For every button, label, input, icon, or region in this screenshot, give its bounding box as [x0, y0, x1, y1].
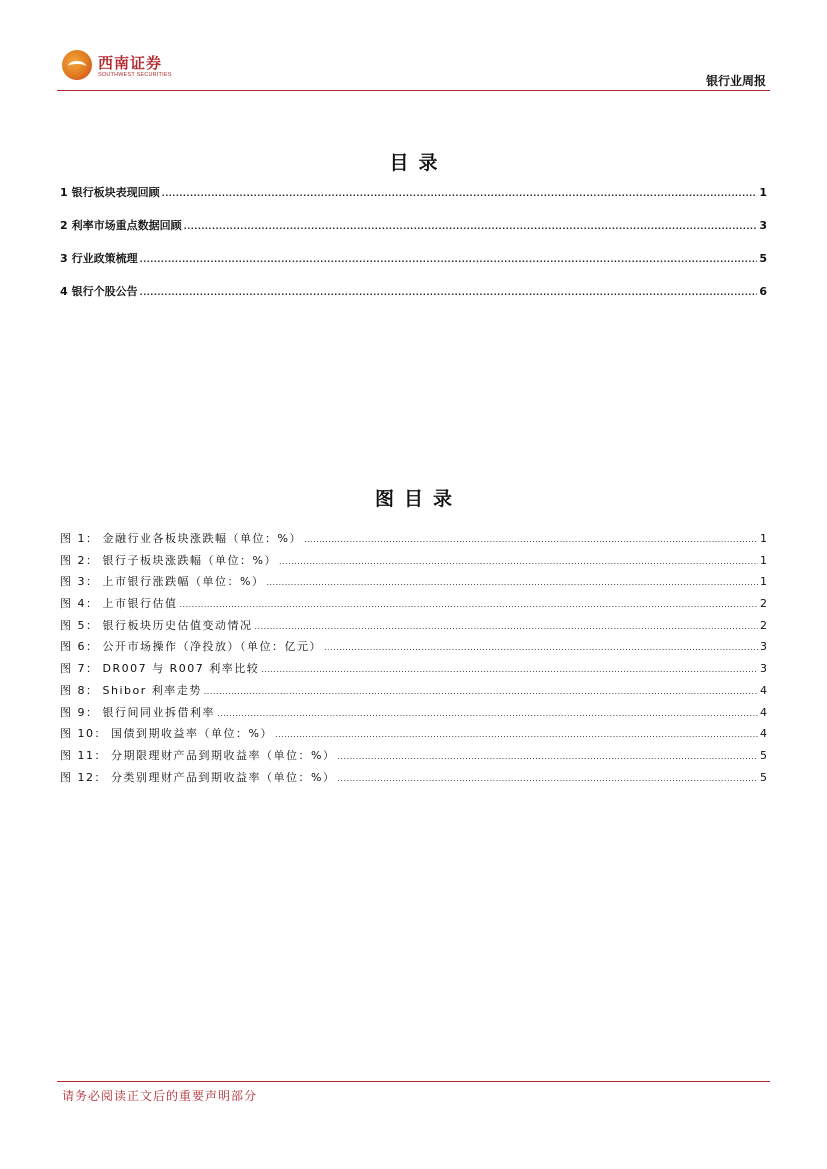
figure-entry-number: 图 4：	[60, 597, 99, 611]
toc-entry-number: 4	[60, 285, 68, 298]
figure-entry-number: 图 10：	[60, 727, 107, 741]
figure-entry-page: 5	[760, 748, 767, 762]
leader-dots	[140, 288, 758, 297]
figure-entry-label: 国债到期收益率（单位：%）	[111, 727, 273, 741]
figure-list	[60, 530, 767, 790]
figure-entry-number: 图 5：	[60, 618, 99, 632]
leader-dots	[279, 557, 758, 566]
figure-entry[interactable]	[60, 769, 767, 791]
figure-entry-page: 3	[760, 662, 767, 676]
logo-emblem-icon	[62, 50, 92, 80]
toc-entry-label: 利率市场重点数据回顾	[71, 219, 182, 232]
figure-entry-number: 图 2：	[60, 553, 99, 567]
figure-entry[interactable]	[60, 747, 767, 769]
figure-entry-number: 图 6：	[60, 640, 99, 654]
toc-entry-page: 1	[759, 186, 767, 199]
toc-list	[60, 184, 767, 316]
leader-dots	[140, 255, 758, 264]
figure-entry-page: 2	[760, 618, 767, 632]
logo-english-name: SOUTHWEST SECURITIES	[98, 72, 172, 78]
figure-entry[interactable]	[60, 530, 767, 552]
figure-entry-number: 图 1：	[60, 532, 99, 545]
figure-entry[interactable]	[60, 552, 767, 574]
figure-entry-page: 4	[760, 683, 767, 697]
leader-dots	[255, 622, 759, 631]
figure-list-title: 图目录	[374, 488, 462, 510]
leader-dots	[180, 600, 759, 609]
figure-entry-page: 3	[760, 640, 767, 654]
figure-entry-number: 图 9：	[60, 705, 99, 719]
report-type-title: 银行业周报	[705, 74, 766, 88]
figure-entry[interactable]	[60, 682, 767, 704]
figure-entry-page: 1	[760, 553, 767, 567]
toc-entry[interactable]	[60, 184, 767, 217]
figure-entry-label: 银行间同业拆借利率	[102, 705, 215, 719]
leader-dots	[266, 578, 758, 587]
leader-dots	[324, 643, 758, 652]
figure-entry-label: 上市银行涨跌幅（单位：%）	[102, 575, 265, 589]
figure-entry[interactable]	[60, 725, 767, 747]
company-logo	[62, 50, 182, 84]
toc-title: 目录	[389, 152, 448, 174]
figure-entry-number: 图 3：	[60, 575, 99, 589]
figure-entry[interactable]	[60, 573, 767, 595]
figure-entry-page: 4	[760, 705, 767, 719]
figure-entry[interactable]	[60, 638, 767, 660]
header-divider	[57, 90, 770, 91]
figure-entry-label: 银行板块历史估值变动情况	[102, 618, 253, 632]
figure-entry-label: 金融行业各板块涨跌幅（单位：%）	[102, 532, 302, 545]
toc-entry-label: 银行个股公告	[71, 285, 138, 298]
toc-entry-page: 5	[759, 252, 767, 265]
leader-dots	[304, 535, 758, 544]
toc-entry-label: 行业政策梳理	[71, 252, 138, 265]
figure-entry[interactable]	[60, 704, 767, 726]
figure-entry-label: 银行子板块涨跌幅（单位：%）	[102, 553, 277, 567]
toc-entry[interactable]	[60, 250, 767, 283]
toc-entry-page: 6	[759, 285, 767, 298]
figure-entry-page: 2	[760, 597, 767, 611]
figure-entry-label: Shibor 利率走势	[102, 683, 202, 697]
toc-entry[interactable]	[60, 283, 767, 316]
footer-disclaimer: 请务必阅读正文后的重要声明部分	[62, 1089, 258, 1103]
figure-entry-label: 公开市场操作（净投放）（单位：亿元）	[102, 640, 322, 654]
toc-entry-number: 3	[60, 252, 68, 265]
figure-entry-number: 图 11：	[60, 748, 107, 762]
toc-entry-label: 银行板块表现回顾	[71, 186, 160, 199]
logo-chinese-name: 西南证券	[98, 54, 163, 72]
toc-entry-number: 1	[60, 186, 68, 199]
footer-divider	[57, 1081, 770, 1082]
leader-dots	[337, 774, 758, 783]
leader-dots	[204, 687, 758, 696]
leader-dots	[275, 730, 758, 739]
leader-dots	[162, 189, 758, 198]
figure-entry[interactable]	[60, 660, 767, 682]
toc-entry[interactable]	[60, 217, 767, 250]
figure-entry-number: 图 12：	[60, 770, 107, 784]
figure-entry-page: 5	[760, 770, 767, 784]
figure-entry-label: 分类别理财产品到期收益率（单位：%）	[111, 770, 336, 784]
leader-dots	[217, 709, 758, 718]
leader-dots	[184, 222, 758, 231]
figure-entry-page: 4	[760, 727, 767, 741]
toc-entry-number: 2	[60, 219, 68, 232]
figure-entry[interactable]	[60, 617, 767, 639]
figure-entry-label: 上市银行估值	[102, 597, 178, 611]
figure-entry-label: DR007 与 R007 利率比较	[102, 662, 260, 676]
figure-entry-page: 1	[760, 575, 767, 589]
figure-entry-page: 1	[760, 532, 767, 545]
toc-entry-page: 3	[759, 219, 767, 232]
leader-dots	[261, 665, 758, 674]
figure-entry-number: 图 7：	[60, 662, 99, 676]
leader-dots	[337, 752, 758, 761]
figure-entry-number: 图 8：	[60, 683, 99, 697]
figure-entry-label: 分期限理财产品到期收益率（单位：%）	[111, 748, 336, 762]
figure-entry[interactable]	[60, 595, 767, 617]
